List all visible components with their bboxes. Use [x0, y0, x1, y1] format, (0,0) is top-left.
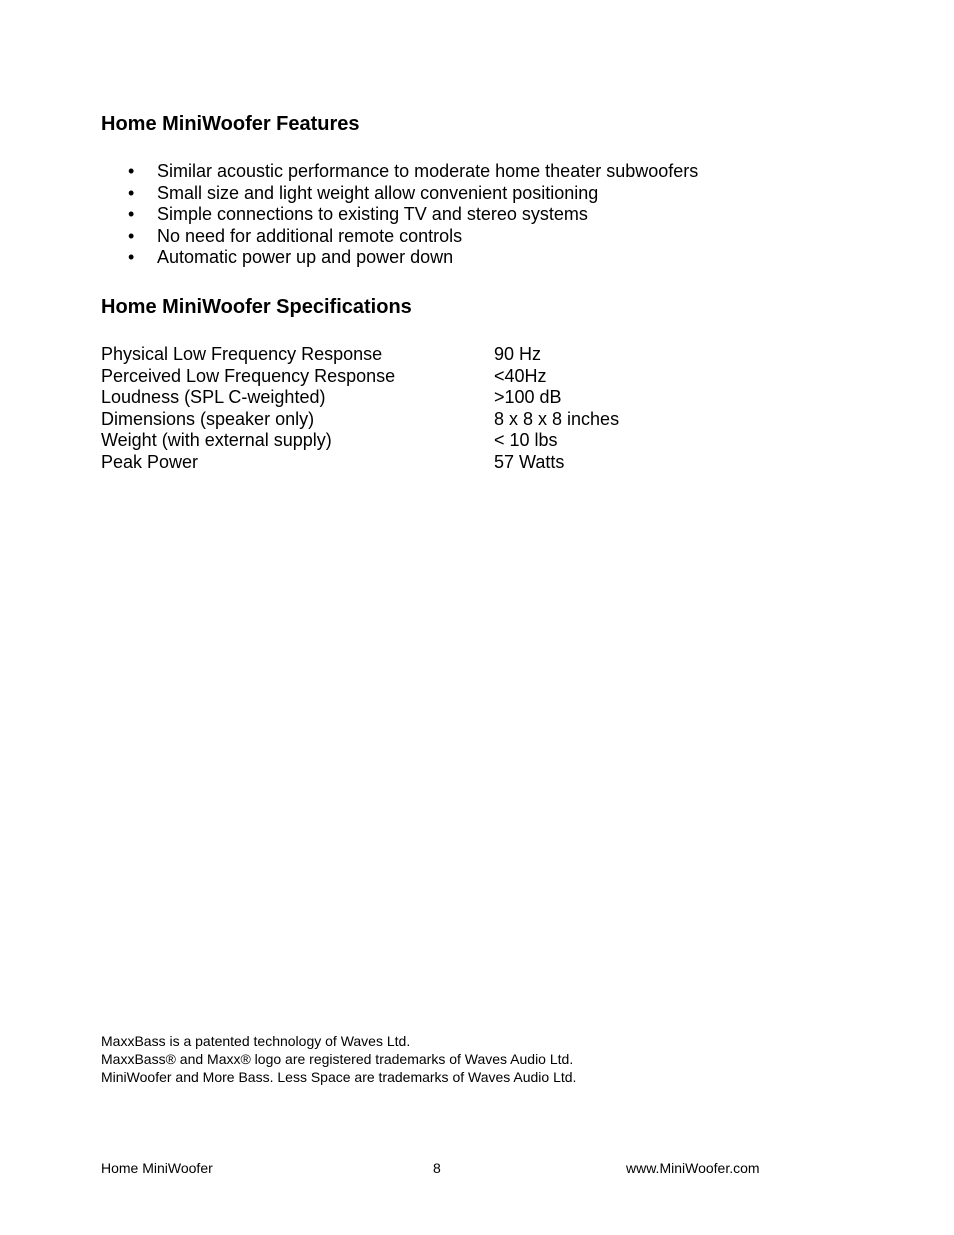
page-number: 8 — [433, 1160, 441, 1176]
spec-value: 90 Hz — [494, 344, 542, 364]
bullet-icon: • — [128, 182, 135, 203]
spec-label: Perceived Low Frequency Response — [101, 365, 396, 386]
bullet-icon: • — [128, 225, 135, 246]
feature-text: No need for additional remote controls — [157, 225, 463, 246]
feature-text: Automatic power up and power down — [157, 247, 454, 267]
feature-text: Small size and light weight allow convenient positioning — [157, 182, 599, 203]
feature-text: Similar acoustic performance to moderate home theater subwoofers — [157, 161, 699, 181]
spec-row — [101, 452, 701, 474]
footer-title: Home MiniWoofer — [101, 1160, 213, 1176]
specifications-table — [101, 344, 701, 473]
specifications-heading: Home MiniWoofer Specifications — [101, 296, 412, 318]
spec-row — [101, 366, 701, 388]
spec-row — [101, 430, 701, 452]
spec-row — [101, 409, 701, 431]
spec-value: < 10 lbs — [494, 430, 558, 450]
trademark-note: MiniWoofer and More Bass. Less Space are trademarks of Waves Audio Ltd. — [101, 1069, 577, 1085]
feature-text: Simple connections to existing TV and stereo systems — [157, 204, 588, 224]
spec-label: Physical Low Frequency Response — [101, 344, 383, 364]
spec-label: Dimensions (speaker only) — [101, 408, 315, 429]
spec-row — [101, 344, 701, 366]
spec-value: 57 Watts — [494, 451, 565, 472]
bullet-icon: • — [128, 247, 135, 267]
spec-value: <40Hz — [494, 365, 547, 386]
bullet-icon: • — [128, 161, 135, 181]
spec-label: Weight (with external supply) — [101, 430, 332, 450]
trademark-note: MaxxBass® and Maxx® logo are registered trademarks of Waves Audio Ltd. — [101, 1051, 574, 1067]
bullet-icon: • — [128, 204, 135, 224]
spec-value: 8 x 8 x 8 inches — [494, 408, 620, 429]
trademark-note: MaxxBass is a patented technology of Waves Ltd. — [101, 1033, 411, 1049]
spec-label: Peak Power — [101, 451, 199, 472]
trademark-notes — [101, 1032, 576, 1086]
spec-label: Loudness (SPL C-weighted) — [101, 387, 326, 407]
features-heading: Home MiniWoofer Features — [101, 113, 360, 135]
spec-row — [101, 387, 701, 409]
footer-website: www.MiniWoofer.com — [626, 1160, 760, 1176]
spec-value: >100 dB — [494, 387, 562, 407]
